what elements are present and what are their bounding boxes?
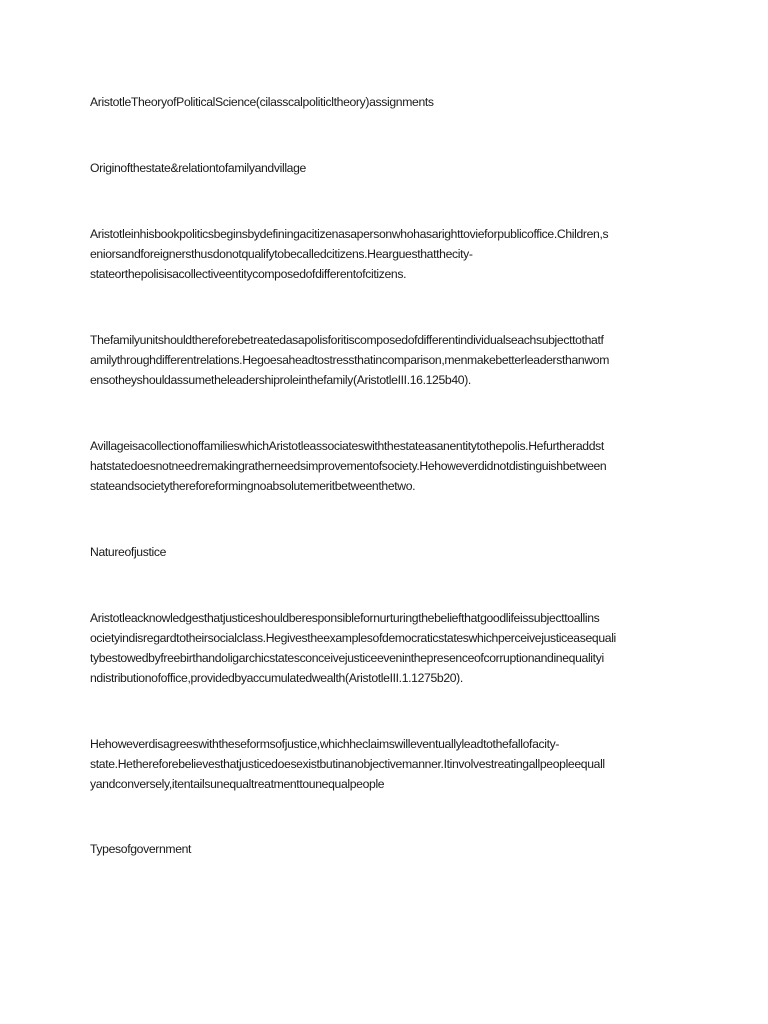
paragraph-line: Hehoweverdisagreeswiththeseformsofjustice,whichheclaimswilleventuallyleadtothefallofacity- bbox=[90, 737, 560, 751]
heading-types-of-government: Typesofgovernment bbox=[90, 842, 192, 856]
document-title: AristotleTheoryofPoliticalScience(cilasscalpoliticltheory)assignments bbox=[90, 95, 434, 109]
paragraph-line: Aristotleinhisbookpoliticsbeginsbydefiningacitizenasapersonwhohasarighttovieforpublicoffice.Children,s bbox=[90, 227, 609, 241]
paragraph-line: state.Hethereforebelievesthatjusticedoesexistbutinanobjectivemanner.Itinvolvestreatingallpeopleequall bbox=[90, 757, 605, 771]
heading-nature-of-justice: Natureofjustice bbox=[90, 545, 167, 559]
heading-origin-of-state: Originofthestate&relationtofamilyandvillage bbox=[90, 161, 306, 175]
paragraph-line: AvillageisacollectionoffamilieswhichAristotleassociateswiththestateasanentitytothepolis.Hefurtheraddst bbox=[90, 439, 604, 453]
paragraph-line: Aristotleacknowledgesthatjusticeshouldberesponsiblefornurturingthebeliefthatgoodlifeissubjecttoallins bbox=[90, 611, 600, 625]
paragraph-line: ensotheyshouldassumetheleadershiproleinthefamily(AristotleIII.16.125b40). bbox=[90, 373, 471, 387]
paragraph-line: ocietyindisregardtotheirsocialclass.Hegivestheexamplesofdemocraticstateswhichperceivejusticeasequali bbox=[90, 631, 616, 645]
paragraph-line: ndistributionofoffice,providedbyaccumulatedwealth(AristotleIII.1.1275b20). bbox=[90, 671, 463, 685]
paragraph-line: hatstatedoesnotneedremakingratherneedsimprovementofsociety.Hehoweverdidnotdistinguishbetween bbox=[90, 459, 607, 473]
paragraph-line: yandconversely,itentailsunequaltreatmenttounequalpeople bbox=[90, 777, 385, 791]
paragraph-line: eniorsandforeignersthusdonotqualifytobecalledcitizens.Hearguesthatthecity- bbox=[90, 247, 473, 261]
paragraph-line: amilythroughdifferentrelations.Hegoesaheadtostressthatincomparison,menmakebetterleadersthanwom bbox=[90, 353, 610, 367]
paragraph-line: stateorthepolisisacollectiveentitycomposedofdifferentofcitizens. bbox=[90, 267, 407, 281]
paragraph-line: stateandsocietythereforeformingnoabsolutemeritbetweenthetwo. bbox=[90, 479, 416, 493]
paragraph-line: tybestowedbyfreebirthandoligarchicstatesconceivejusticeeveninthepresenceofcorruptionandinequalityi bbox=[90, 651, 604, 665]
paragraph-line: Thefamilyunitshouldthereforebetreatedasapolisforitiscomposedofdifferentindividualseachsubjecttothatf bbox=[90, 333, 604, 347]
